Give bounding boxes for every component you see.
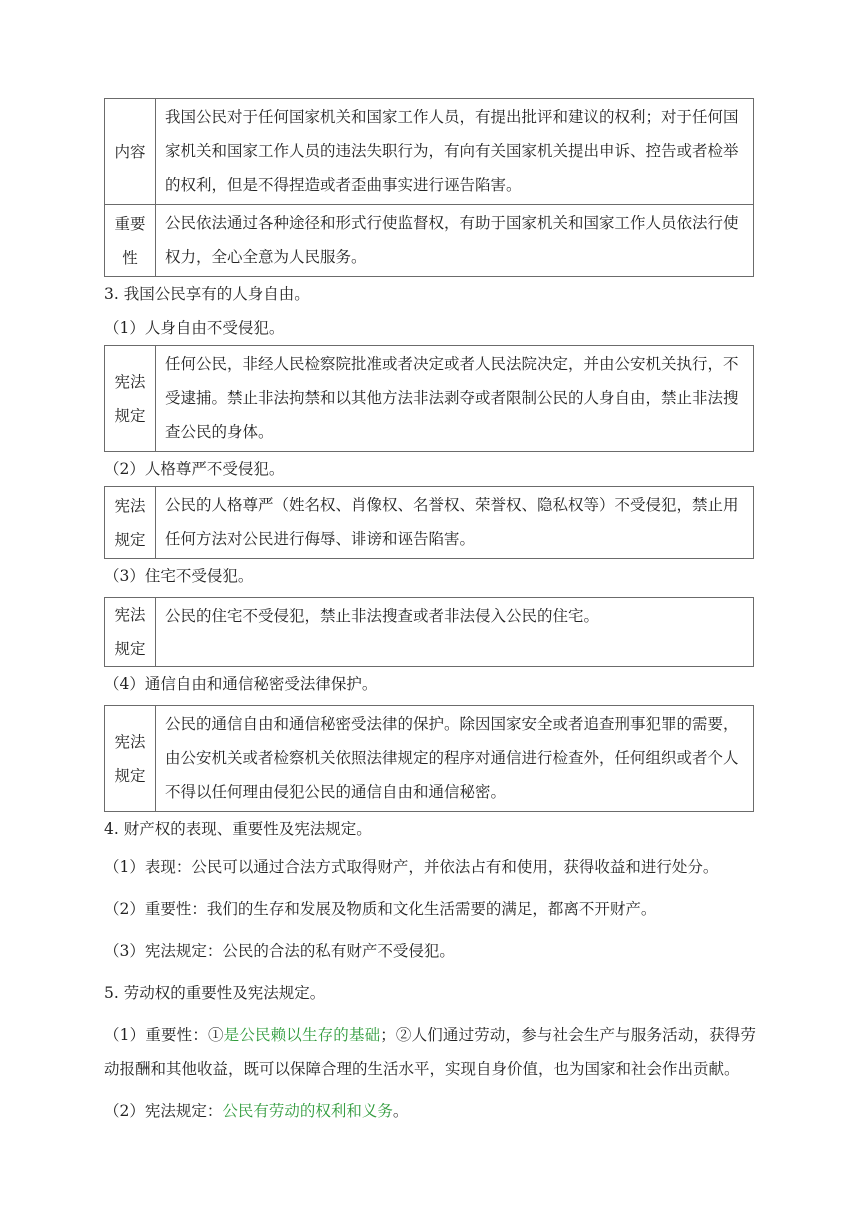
section-heading: 4. 财产权的表现、重要性及宪法规定。 — [104, 820, 372, 838]
row-label: 宪法 规定 — [105, 487, 156, 559]
property-manifestation: （1）表现：公民可以通过合法方式取得财产，并依法占有和使用，获得收益和进行处分。 — [104, 858, 719, 876]
subsection-title: （3）住宅不受侵犯。 — [104, 567, 254, 585]
correspondence-table — [104, 705, 754, 812]
personal-freedom-table — [104, 345, 754, 452]
subsection-title: （2）人格尊严不受侵犯。 — [104, 460, 285, 478]
row-content: 公民的住宅不受侵犯，禁止非法搜查或者非法侵入公民的住宅。 — [156, 598, 754, 667]
labor-constitution: （2）宪法规定：公民有劳动的权利和义务。 — [104, 1102, 409, 1120]
table-row — [105, 346, 754, 452]
subsection-title: （4）通信自由和通信秘密受法律保护。 — [104, 675, 378, 693]
row-content: 公民的人格尊严（姓名权、肖像权、名誉权、荣誉权、隐私权等）不受侵犯，禁止用任何方法对公民进行侮辱、诽谤和诬告陷害。 — [156, 487, 754, 559]
table-row — [105, 706, 754, 812]
table-row — [105, 487, 754, 559]
table-row — [105, 205, 754, 277]
row-content: 任何公民，非经人民检察院批准或者决定或者人民法院决定，并由公安机关执行，不受逮捕。禁止非法拘禁和以其他方法非法剥夺或者限制公民的人身自由，禁止非法搜查公民的身体。 — [156, 346, 754, 452]
row-label: 重要 性 — [105, 205, 156, 277]
row-content: 公民的通信自由和通信秘密受法律的保护。除因国家安全或者追查刑事犯罪的需要，由公安机关或者检察机关依照法律规定的程序对通信进行检查外，任何组织或者个人不得以任何理由侵犯公民的通信自由和通信秘密。 — [156, 706, 754, 812]
residence-table — [104, 597, 754, 667]
row-label: 宪法 规定 — [105, 706, 156, 812]
personal-dignity-table — [104, 486, 754, 559]
supervision-rights-table — [104, 98, 754, 277]
highlighted-text: 公民有劳动的权利和义务 — [222, 1102, 393, 1120]
row-label: 宪法 规定 — [105, 346, 156, 452]
row-content: 公民依法通过各种途径和形式行使监督权，有助于国家机关和国家工作人员依法行使权力，全心全意为人民服务。 — [156, 205, 754, 277]
subsection-title: （1）人身自由不受侵犯。 — [104, 319, 285, 337]
section-heading: 3. 我国公民享有的人身自由。 — [104, 285, 310, 303]
row-label: 内容 — [105, 99, 156, 205]
labor-importance: （1）重要性：①是公民赖以生存的基础；②人们通过劳动，参与社会生产与服务活动，获得劳动报酬和其他收益，既可以保障合理的生活水平，实现自身价值，也为国家和社会作出贡献。 — [104, 1026, 756, 1078]
section-heading: 5. 劳动权的重要性及宪法规定。 — [104, 984, 326, 1002]
row-content: 我国公民对于任何国家机关和国家工作人员，有提出批评和建议的权利；对于任何国家机关和国家工作人员的违法失职行为，有向有关国家机关提出申诉、控告或者检举的权利，但是不得捏造或者歪曲事实进行诬告陷害。 — [156, 99, 754, 205]
table-row — [105, 99, 754, 205]
row-label: 宪法 规定 — [105, 598, 156, 667]
property-importance: （2）重要性：我们的生存和发展及物质和文化生活需要的满足，都离不开财产。 — [104, 900, 657, 918]
document-page — [104, 98, 756, 1128]
highlighted-text: 是公民赖以生存的基础 — [223, 1026, 381, 1044]
table-row — [105, 598, 754, 667]
property-constitution: （3）宪法规定：公民的合法的私有财产不受侵犯。 — [104, 942, 455, 960]
